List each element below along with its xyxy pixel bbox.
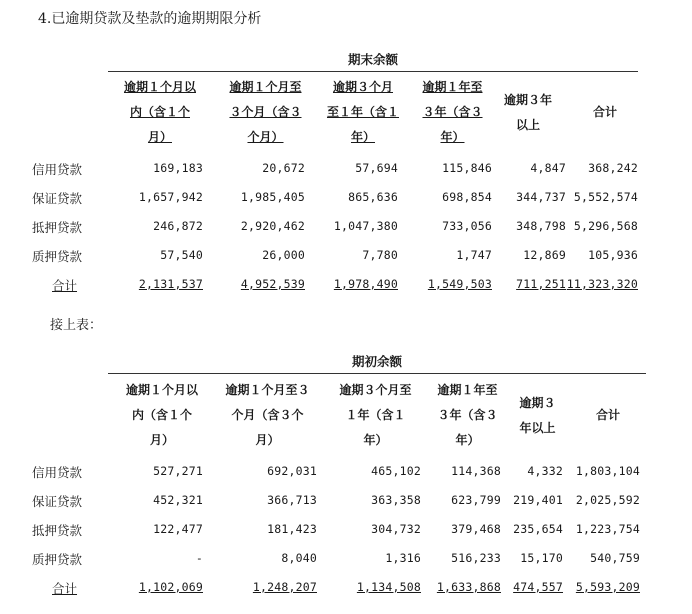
table2-cell: 1,633,868 [436, 580, 501, 594]
table2-cell: 1,803,104 [575, 464, 640, 478]
table1-header-line: 年） [350, 130, 375, 144]
table1-header-line: 至１年（含１ [326, 105, 399, 119]
table1-cell: 1,985,405 [240, 190, 305, 204]
table1-group-title: 期末余额 [108, 50, 638, 72]
table1-total-label: 合计 [52, 278, 78, 293]
table2-cell: 527,271 [153, 464, 203, 478]
table1-cell: 1,747 [456, 248, 492, 262]
table1-header-line: 年） [440, 130, 465, 144]
table2-cell: 1,223,754 [575, 522, 640, 536]
table2-cell: 363,358 [371, 493, 421, 507]
table2-cell: 379,468 [451, 522, 501, 536]
table1-header-line: ３个月（含３ [229, 105, 302, 119]
table2-cell: 4,332 [527, 464, 563, 478]
table2-cell: 219,401 [513, 493, 563, 507]
section-title: 4.已逾期贷款及垫款的逾期期限分析 [38, 11, 262, 27]
table2-row-label: 信用贷款 [32, 465, 83, 480]
table2-cell: - [195, 551, 203, 565]
table1-header-col-4 [410, 75, 495, 150]
table2-cell: 540,759 [590, 551, 640, 565]
table1-cell: 4,847 [530, 161, 566, 175]
table1-cell: 26,000 [262, 248, 305, 262]
table1-header-line: 逾期１个月至 [229, 80, 302, 94]
table2-row-label: 抵押贷款 [32, 523, 83, 538]
table1-row-label: 信用贷款 [32, 162, 83, 177]
table1-cell: 12,869 [523, 248, 566, 262]
table2-cell: 2,025,592 [575, 493, 640, 507]
table2-cell: 465,102 [371, 464, 421, 478]
table2-header-line: 逾期３ [519, 395, 556, 410]
table2-header-line: １年（含１ [345, 408, 406, 422]
table1-cell: 105,936 [588, 248, 638, 262]
table1-cell: 4,952,539 [240, 277, 305, 291]
table1-cell: 1,549,503 [427, 277, 492, 291]
table2-header-line: 年以上 [519, 420, 556, 435]
table2-header-line: 逾期３个月至 [339, 383, 412, 397]
table1-header-col-6 [570, 100, 640, 125]
table1-cell: 733,056 [442, 219, 492, 233]
table2-cell: 474,557 [513, 580, 563, 594]
table1-row-label: 质押贷款 [32, 249, 83, 264]
table1-cell: 865,636 [348, 190, 398, 204]
table2-group-title: 期初余额 [108, 352, 646, 374]
table2-header-line: 个月（含３个 [231, 408, 304, 422]
table2-header-line: 逾期１个月至３ [225, 383, 310, 397]
table2-header-col-6 [570, 403, 646, 428]
table2-header-line: 逾期１年至 [437, 383, 498, 397]
table2-header-line: ３年（含３ [437, 408, 498, 422]
table1-header-col-3 [318, 75, 408, 150]
table1-cell: 2,131,537 [138, 277, 203, 291]
table2-cell: 122,477 [153, 522, 203, 536]
table1-cell: 368,242 [588, 161, 638, 175]
table1-header-col-2 [218, 75, 313, 150]
table1-header-col-1 [110, 75, 210, 150]
table2-header-line: 合计 [595, 408, 620, 422]
table2-cell: 623,799 [451, 493, 501, 507]
table1-header-line: 内（含１个 [129, 105, 190, 119]
table2-cell: 235,654 [513, 522, 563, 536]
table2-cell: 366,713 [267, 493, 317, 507]
table2-cell: 516,233 [451, 551, 501, 565]
table2-header-line: 逾期１个月以 [125, 383, 198, 397]
table1-header-line: 个月） [247, 130, 284, 144]
table2-cell: 8,040 [281, 551, 317, 565]
table1-cell: 711,251 [516, 277, 566, 291]
table2-cell: 5,593,209 [575, 580, 640, 594]
table2-header-line: 年） [363, 433, 388, 447]
table2-cell: 692,031 [267, 464, 317, 478]
table1-cell: 169,183 [153, 161, 203, 175]
table2-cell: 15,170 [520, 551, 563, 565]
table2-cell: 1,134,508 [356, 580, 421, 594]
table1-cell: 246,872 [153, 219, 203, 233]
table1-cell: 698,854 [442, 190, 492, 204]
continued-label: 接上表： [50, 318, 103, 333]
table1-header-line: 逾期１年至 [422, 80, 483, 94]
table1-cell: 1,657,942 [138, 190, 203, 204]
table1-cell: 57,540 [160, 248, 203, 262]
table2-header-col-1 [112, 378, 212, 453]
table1-header-line: 逾期１个月以 [123, 80, 196, 94]
table2-cell: 1,248,207 [252, 580, 317, 594]
table1-header-line: 逾期３年 [503, 92, 552, 107]
table1-cell: 5,552,574 [573, 190, 638, 204]
table2-header-line: 年） [455, 433, 480, 447]
table1-header-line: 逾期３个月 [332, 80, 393, 94]
table2-cell: 1,102,069 [138, 580, 203, 594]
table2-cell: 304,732 [371, 522, 421, 536]
table1-header-line: ３年（含３ [422, 105, 483, 119]
table1-cell: 5,296,568 [573, 219, 638, 233]
table1-cell: 11,323,320 [566, 277, 638, 291]
table1-cell: 115,846 [442, 161, 492, 175]
table1-header-col-5 [493, 88, 563, 138]
table2-row-label: 质押贷款 [32, 552, 83, 567]
table1-cell: 2,920,462 [240, 219, 305, 233]
table1-cell: 1,978,490 [333, 277, 398, 291]
table2-row-label: 保证贷款 [32, 494, 83, 509]
table1-row-label: 抵押贷款 [32, 220, 83, 235]
table2-cell: 181,423 [267, 522, 317, 536]
table1-cell: 1,047,380 [333, 219, 398, 233]
table1-header-line: 月） [147, 130, 172, 144]
table1-cell: 348,798 [516, 219, 566, 233]
table2-cell: 114,368 [451, 464, 501, 478]
table2-header-line: 月） [255, 433, 280, 447]
table2-header-col-4 [425, 378, 510, 453]
table2-header-col-5 [510, 391, 565, 441]
table2-cell: 452,321 [153, 493, 203, 507]
table1-header-line: 以上 [515, 117, 540, 132]
table2-header-col-2 [215, 378, 320, 453]
table1-row-label: 保证贷款 [32, 191, 83, 206]
table1-cell: 344,737 [516, 190, 566, 204]
table1-header-line: 合计 [592, 105, 617, 119]
table2-cell: 1,316 [385, 551, 421, 565]
table1-cell: 20,672 [262, 161, 305, 175]
table1-cell: 57,694 [355, 161, 398, 175]
table1-cell: 7,780 [362, 248, 398, 262]
table2-header-line: 内（含１个 [131, 408, 192, 422]
table2-header-col-3 [328, 378, 423, 453]
table2-header-line: 月） [149, 433, 174, 447]
table2-total-label: 合计 [52, 581, 78, 596]
